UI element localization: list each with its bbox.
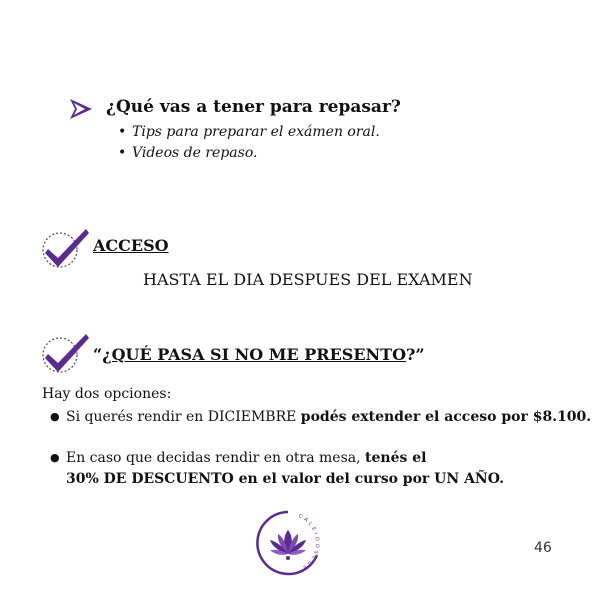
review-heading: ¿Qué vas a tener para repasar?: [106, 97, 401, 117]
absence-title: “¿QUÉ PASA SI NO ME PRESENTO?”: [93, 345, 425, 364]
list-item: • Videos de repaso.: [118, 145, 258, 161]
option-item: ● En caso que decidas rendir en otra mesa, tenés el 30% DE DESCUENTO en el valor del curso por UN AÑO.: [50, 450, 504, 487]
checkmark-icon: [40, 225, 92, 271]
svg-text:CALEIDOSCUE: CALEIDOSCUE: [297, 513, 321, 572]
absence-intro: Hay dos opciones:: [42, 386, 172, 402]
lotus-logo: [253, 508, 323, 578]
access-title: ACCESO: [93, 236, 169, 255]
arrow-icon: [68, 96, 94, 122]
list-item: • Tips para preparar el exámen oral.: [118, 124, 380, 140]
option-item: ● Si querés rendir en DICIEMBRE podés extender el acceso por $8.100.: [50, 409, 592, 425]
review-list: [118, 122, 380, 164]
checkmark-icon: [40, 330, 92, 376]
page-number: 46: [534, 540, 552, 556]
access-body: HASTA EL DIA DESPUES DEL EXAMEN: [143, 270, 473, 289]
